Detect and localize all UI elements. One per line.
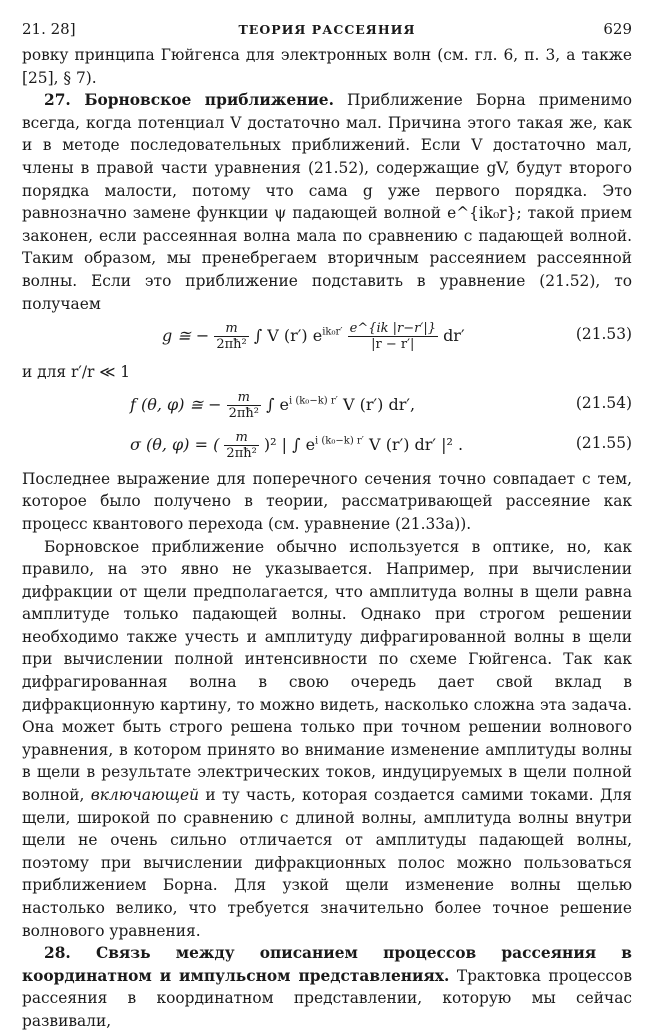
section-27 bbox=[22, 89, 632, 315]
paragraph-continuation: ровку принципа Гюйгенса для электронных волн (см. гл. 6, п. 3, а также [25], § 7). bbox=[22, 46, 632, 87]
page bbox=[22, 14, 632, 1033]
chapter-title: ТЕОРИЯ РАССЕЯНИЯ bbox=[238, 22, 416, 37]
running-header bbox=[22, 14, 632, 44]
section-27-text: Приближение Борна применимо всегда, когда потенциал V достаточно мал. Причина этого такая же, как и в методе последовательных приближений. Если V достаточно мал, члены в правой части уравнения (21.52), содержащие gV, будут второго порядка малости, потому что сама g уже первого порядка. Это равнозначно замене функции ψ падающей волной e^{ik₀r}; такой прием законен, если рассеянная волна мала по сравнению с падающей волной. Таким образом, мы пренебрегаем вторичным рассеянием рассеянной волны. Если это приближение подставить в уравнение (21.52), то получаем bbox=[22, 91, 632, 313]
condition-text: и для r′/r ≪ 1 bbox=[22, 363, 131, 382]
section-28-text: Трактовка процессов рассеяния в координатном представлении, которую мы сейчас развивали, bbox=[22, 966, 632, 1030]
equation-label: (21.53) bbox=[575, 325, 632, 344]
equation-21-53: g ≅ − $\frac{m}{\text{2πħ²}}$ ∫ V (r′) $e^{ik_0r'}$ $\frac{e\^{}\{ik |r-r'|\}}{|r - r'|}$ dr′ (21.53) bbox=[162, 321, 632, 353]
section-27-title: 27. Борновское приближение. bbox=[44, 91, 334, 110]
section-28 bbox=[22, 942, 632, 1032]
paragraph-born-optics: Борновское приближение обычно используется в оптике, но, как правило, на это явно не указывается. Например, при вычислении дифракции от щели предполагается, что амплитуда волны в щели равна амплитуде только падающей волны. Однако при строгом решении необходимо также учесть и амплитуду дифрагированной волны в щели при вычислении полной интенсивности по схеме Гюйгенса. Так как дифрагированная волна в свою очередь дает свой вклад в дифракционную картину, то можно видеть, насколько сложна эта задача. Она может быть строго решена только при точном решении волнового уравнения, в котором принято во внимание изменение амплитуды волны в щели в результате электрических токов, индуцируемых в щели полной волной, включающей и ту часть, которая создается самими токами. Для щели, широкой по сравнению с длиной волны, амплитуда волны внутри щели не очень сильно отличается от амплитуды падающей волны, поэтому при вычислении дифракционных полос можно пользоваться приближением Борна. Для узкой щели изменение волны щелью настолько велико, что требуется значительно более точное решение волнового уравнения. bbox=[22, 537, 632, 940]
equation-label: (21.55) bbox=[575, 433, 632, 452]
equation-label: (21.54) bbox=[575, 393, 632, 412]
section-ref: 21. 28] bbox=[22, 20, 76, 38]
page-number: 629 bbox=[603, 20, 632, 38]
section-28-title: 28. Связь между описанием процессов рассеяния в координатном и импульсном представлениях. bbox=[22, 944, 632, 985]
paragraph-cross-section: Последнее выражение для поперечного сечения точно совпадает с тем, которое было получено в теории, рассматривающей рассеяние как процесс квантового перехода (см. уравнение (21.33а)). bbox=[22, 469, 632, 533]
equation-21-55: σ (θ, φ) = ( $\frac{m}{\text{2πħ²}}$ )² | ∫ $e^{i (k_0-k) r'}$ V (r′) dr′ |² . (21.55) bbox=[130, 429, 632, 461]
equation-21-54: f (θ, φ) ≅ − $\frac{m}{\text{2πħ²}}$ ∫ $e^{i (k_0-k) r'}$ V (r′) dr′, (21.54) bbox=[130, 389, 632, 421]
